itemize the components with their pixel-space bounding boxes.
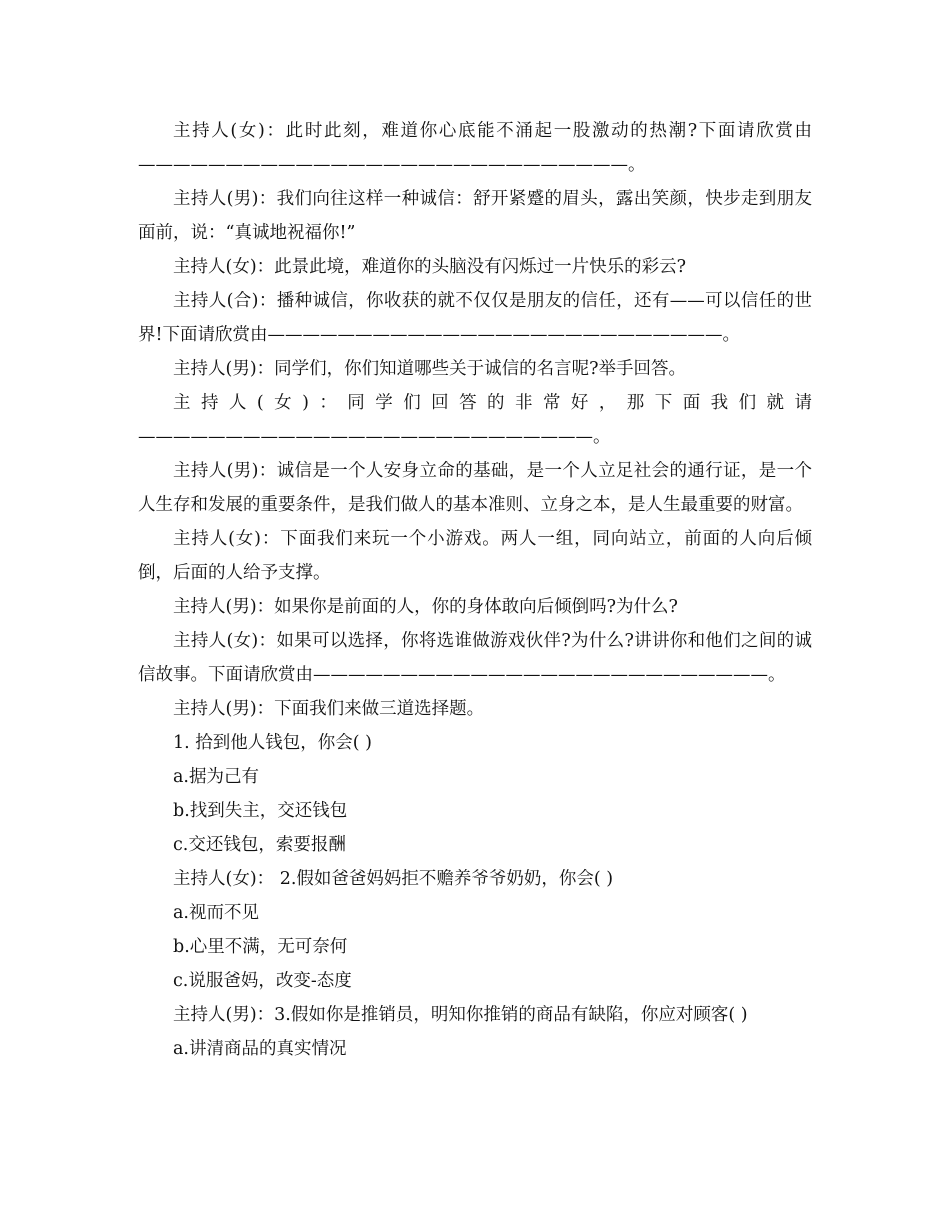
paragraph: 主持人(男)：诚信是一个人安身立命的基础，是一个人立足社会的通行证，是一个人生存和发展的重要条件，是我们做人的基本准则、立身之本，是人生最重要的财富。 (138, 461, 812, 515)
paragraph: 主持人(男)：同学们，你们知道哪些关于诚信的名言呢?举手回答。 (173, 359, 687, 379)
paragraph: 主持人(女)：此时此刻，难道你心底能不涌起一股激动的热潮?下面请欣赏由————————————————————————————。 (138, 121, 812, 175)
question-2-option-c: c.说服爸妈，改变-态度 (173, 971, 352, 991)
paragraph: 主持人(合)：播种诚信，你收获的就不仅仅是朋友的信任，还有——可以信任的世界!下面请欣赏由——————————————————————————。 (138, 291, 812, 345)
question-3-option-a: a.讲清商品的真实情况 (173, 1039, 347, 1059)
question-2: 主持人(女)： 2.假如爸爸妈妈拒不赡养爷爷奶奶，你会( ) (173, 869, 614, 889)
paragraph: 主持人(女)：此景此境，难道你的头脑没有闪烁过一片快乐的彩云? (173, 257, 687, 277)
document-body (138, 114, 812, 1066)
question-1: 1. 拾到他人钱包，你会( ) (173, 733, 372, 753)
paragraph: 主持人(女)：如果可以选择，你将选谁做游戏伙伴?为什么?讲讲你和他们之间的诚信故事。下面请欣赏由——————————————————————————。 (138, 631, 812, 685)
paragraph: 主持人(女)：下面我们来玩一个小游戏。两人一组，同向站立，前面的人向后倾倒，后面的人给予支撑。 (138, 529, 812, 583)
question-3: 主持人(男)：3.假如你是推销员，明知你推销的商品有缺陷，你应对顾客( ) (173, 1005, 748, 1025)
question-2-option-b: b.心里不满，无可奈何 (173, 937, 348, 957)
question-1-option-b: b.找到失主，交还钱包 (173, 801, 348, 821)
question-2-option-a: a.视而不见 (173, 903, 259, 923)
paragraph: 主持人(男)：下面我们来做三道选择题。 (173, 699, 485, 719)
paragraph: 主持人(女)：同学们回答的非常好，那下面我们就请——————————————————————————。 (138, 393, 812, 447)
question-1-option-c: c.交还钱包，索要报酬 (173, 835, 346, 855)
paragraph: 主持人(男)：我们向往这样一种诚信：舒开紧蹙的眉头，露出笑颜，快步走到朋友面前，说：“真诚地祝福你!” (138, 189, 812, 243)
question-1-option-a: a.据为己有 (173, 767, 259, 787)
paragraph: 主持人(男)：如果你是前面的人，你的身体敢向后倾倒吗?为什么? (173, 597, 678, 617)
